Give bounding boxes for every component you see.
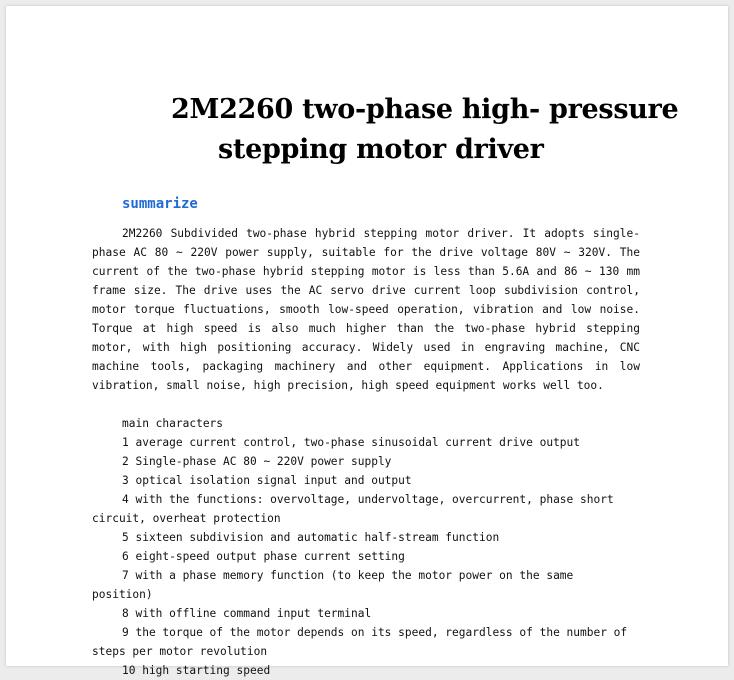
document-page [6,6,728,677]
feature-item: 1 average current control, two-phase sinusoidal current drive output [122,436,581,449]
main-characters-heading: main characters [122,417,224,430]
feature-item: 5 sixteen subdivision and automatic half-stream function [122,531,500,544]
document-title-line-1: 2M2260 two-phase high- pressure [171,94,679,125]
main-characters-section [92,414,640,680]
feature-item: 7 with a phase memory function (to keep the motor power on the same position) [92,569,574,601]
feature-item: 3 optical isolation signal input and output [122,474,412,487]
feature-item: 4 with the functions: overvoltage, undervoltage, overcurrent, phase short circuit, overheat protection [92,493,614,525]
feature-item: 9 the torque of the motor depends on its speed, regardless of the number of steps per motor revolution [92,626,628,658]
feature-item: 10 high starting speed [122,664,271,677]
summary-paragraph: 2M2260 Subdivided two-phase hybrid stepping motor driver. It adopts single-phase AC 80 ~ 220V power supply, suitable for the drive voltage 80V ~ 320V. The current of the two-phase hybrid stepping motor is less than 5.6A and 86 ~ 130 mm frame size. The drive uses the AC servo drive current loop subdivision control, motor torque fluctuations, smooth low-speed operation, vibration and low noise. Torque at high speed is also much higher than the two-phase hybrid stepping motor, with high positioning accuracy. Widely used in engraving machine, CNC machine tools, packaging machinery and other equipment. Applications in low vibration, small noise, high precision, high speed equipment works well too. [92,227,640,392]
feature-item: 6 eight-speed output phase current setting [122,550,405,563]
feature-item: 2 Single-phase AC 80 ~ 220V power supply [122,455,392,468]
feature-item: 8 with offline command input terminal [122,607,372,620]
document-title-line-2: stepping motor driver [218,134,544,165]
summarize-heading: summarize [122,196,198,212]
